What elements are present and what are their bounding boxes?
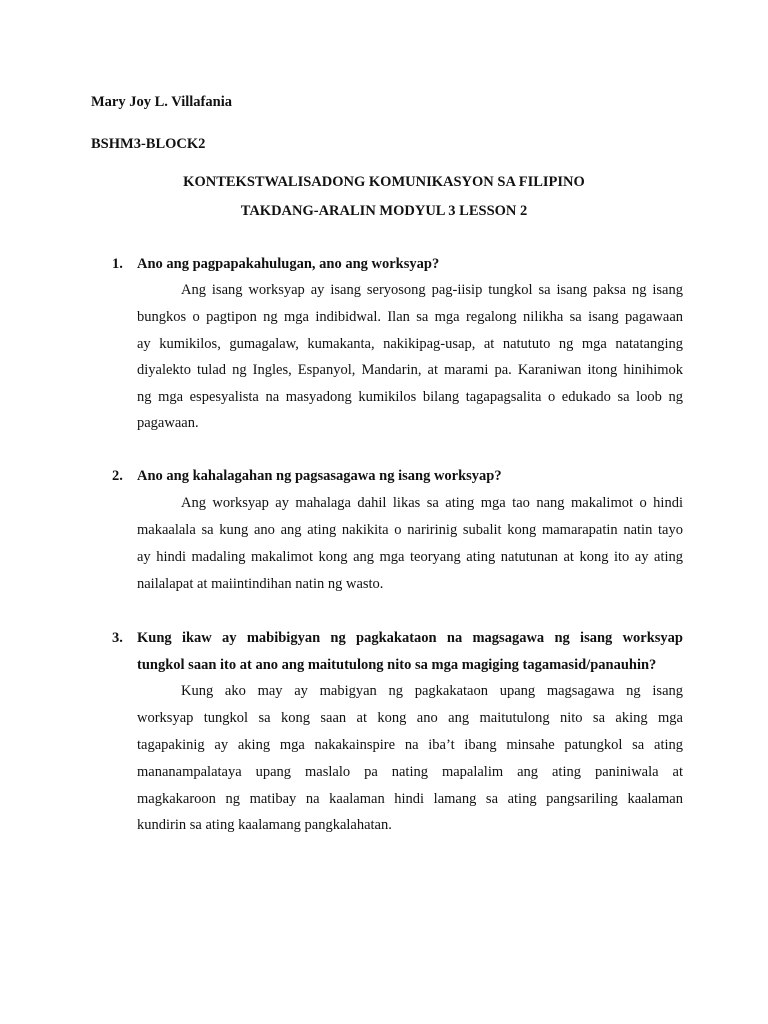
answer-line: kundirin sa ating kaalamang pangkalahatan. [137,817,392,833]
answer-line: bungkos o pagtipon ng mga indibidwal. Ilan sa mga regalong nilikha sa isang pagawaan [137,309,683,325]
answer-line: Ang isang worksyap ay isang seryosong pag-iisip tungkol sa isang paksa ng isang [181,282,683,298]
answer-line: magkakaroon ng matibay na kaalaman hindi lamang sa ating pangsariling kaalaman [137,791,683,807]
answer-line: makaalala sa kung ano ang ating nakikita o naririnig subalit kong mamarapatin natin tayo [137,522,683,538]
answer-line: mananampalataya upang maslalo pa nating mapalalim ang ating paniniwala at [137,764,683,780]
question-number: 2. [112,468,123,484]
answer-line: nailalapat at maiintindihan natin ng wasto. [137,576,384,592]
document-title: KONTEKSTWALISADONG KOMUNIKASYON SA FILIPINO [183,174,585,190]
question-number: 1. [112,256,123,272]
answer-line: Kung ako may ay mabigyan ng pagkakataon upang magsagawa ng isang [181,683,683,699]
answer-line: diyalekto tulad ng Ingles, Espanyol, Mandarin, at marami pa. Karaniwan itong hinihimok [137,362,683,378]
course-section: BSHM3-BLOCK2 [91,136,206,152]
document-subtitle: TAKDANG-ARALIN MODYUL 3 LESSON 2 [240,203,528,219]
answer-line: pagawaan. [137,415,199,431]
question-text: tungkol saan ito at ano ang maitutulong nito sa mga magiging tagamasid/panauhin? [137,657,657,673]
author-name: Mary Joy L. Villafania [91,94,232,110]
answer-line: Ang worksyap ay mahalaga dahil likas sa ating mga tao nang makalimot o hindi [181,495,683,511]
question-number: 3. [112,630,123,646]
answer-line: tagapakinig ay aking mga nakakainspire na iba’t ibang minsahe patungkol sa ating [137,737,683,753]
answer-line: ng mga espesyalista na masyadong kumikilos bilang tagapagsalita o edukado sa loob ng [137,389,683,405]
answer-line: worksyap tungkol sa kong saan at kong ano ang maitutulong nito sa aking mga [137,710,683,726]
question-text: Ano ang pagpapakahulugan, ano ang worksyap? [137,256,440,272]
answer-line: ay hindi madaling makalimot kong ang mga teoryang ating natutunan at kong ito ay ating [137,549,683,565]
question-text: Kung ikaw ay mabibigyan ng pagkakataon na magsagawa ng isang worksyap [137,630,683,646]
question-text: Ano ang kahalagahan ng pagsasagawa ng isang worksyap? [137,468,502,484]
answer-line: ay kumikilos, gumagalaw, kumakanta, nakikipag-usap, at natututo ng mga natatanging [137,336,683,352]
